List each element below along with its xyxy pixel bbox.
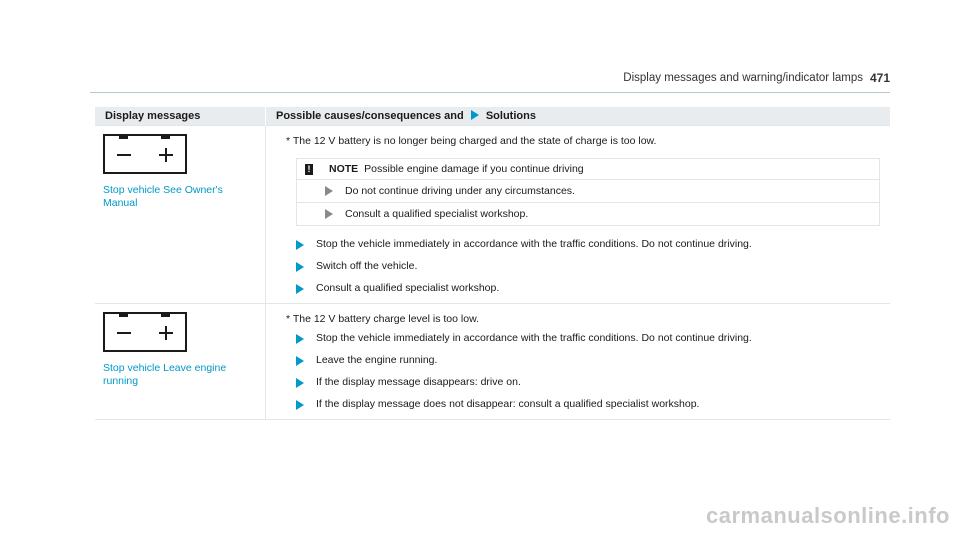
step-text: If the display message does not disappear: consult a qualified specialist workshop. xyxy=(316,398,700,410)
arrow-right-icon xyxy=(325,186,333,196)
arrow-right-icon xyxy=(296,240,304,250)
col-header-causes: Possible causes/consequences and xyxy=(276,110,464,122)
solution-step xyxy=(296,332,882,345)
warning-icon: ! xyxy=(305,164,313,175)
solution-step xyxy=(296,354,882,367)
step-text: If the display message disappears: drive on. xyxy=(316,376,521,388)
arrow-right-icon xyxy=(296,378,304,388)
note-box xyxy=(296,158,880,226)
page-header xyxy=(0,0,960,100)
arrow-right-icon xyxy=(471,110,479,120)
step-text: Stop the vehicle immediately in accordance with the traffic conditions. Do not continue driving. xyxy=(316,332,752,344)
solution-cell xyxy=(266,126,891,304)
note-item-text: Consult a qualified specialist workshop. xyxy=(345,208,529,220)
display-message-text[interactable]: Stop vehicle See Owner's Manual xyxy=(103,184,223,209)
note-header xyxy=(297,159,879,180)
arrow-right-icon xyxy=(296,334,304,344)
note-item-text: Do not continue driving under any circumstances. xyxy=(345,185,575,197)
solution-step xyxy=(296,238,882,251)
solution-cell xyxy=(266,304,891,420)
note-item xyxy=(297,202,879,225)
arrow-right-icon xyxy=(296,284,304,294)
solution-step xyxy=(296,282,882,295)
note-label: NOTE xyxy=(329,163,359,175)
arrow-right-icon xyxy=(296,400,304,410)
message-cell xyxy=(95,304,266,420)
note-text: Possible engine damage if you continue driving xyxy=(364,163,584,175)
arrow-right-icon xyxy=(325,209,333,219)
solution-step xyxy=(296,398,882,411)
cause-text: * The 12 V battery charge level is too low. xyxy=(286,313,479,325)
cause-text: * The 12 V battery is no longer being charged and the state of charge is too low. xyxy=(286,135,657,147)
arrow-right-icon xyxy=(296,356,304,366)
page-number: 471 xyxy=(869,71,890,85)
display-message-text[interactable]: Stop vehicle Leave engine running xyxy=(103,362,227,387)
solution-step xyxy=(296,376,882,389)
battery-icon xyxy=(103,312,187,352)
header-title: Display messages and warning/indicator lamps xyxy=(623,72,863,84)
header-divider xyxy=(90,92,890,93)
solution-step xyxy=(296,260,882,273)
step-text: Switch off the vehicle. xyxy=(316,260,418,272)
message-cell xyxy=(95,126,266,304)
col-header-display-messages: Display messages xyxy=(95,107,266,126)
col-header-causes-solutions xyxy=(266,107,891,126)
table-header-row xyxy=(95,107,890,126)
step-text: Consult a qualified specialist workshop. xyxy=(316,282,500,294)
step-text: Stop the vehicle immediately in accordance with the traffic conditions. Do not continue driving. xyxy=(316,238,752,250)
step-text: Leave the engine running. xyxy=(316,354,438,366)
arrow-right-icon xyxy=(296,262,304,272)
note-item xyxy=(297,180,879,202)
col-header-solutions: Solutions xyxy=(485,110,536,122)
watermark: carmanualsonline.info xyxy=(706,503,950,528)
table-row xyxy=(95,126,890,304)
battery-icon xyxy=(103,134,187,174)
table-row xyxy=(95,304,890,420)
display-messages-table xyxy=(95,107,890,420)
